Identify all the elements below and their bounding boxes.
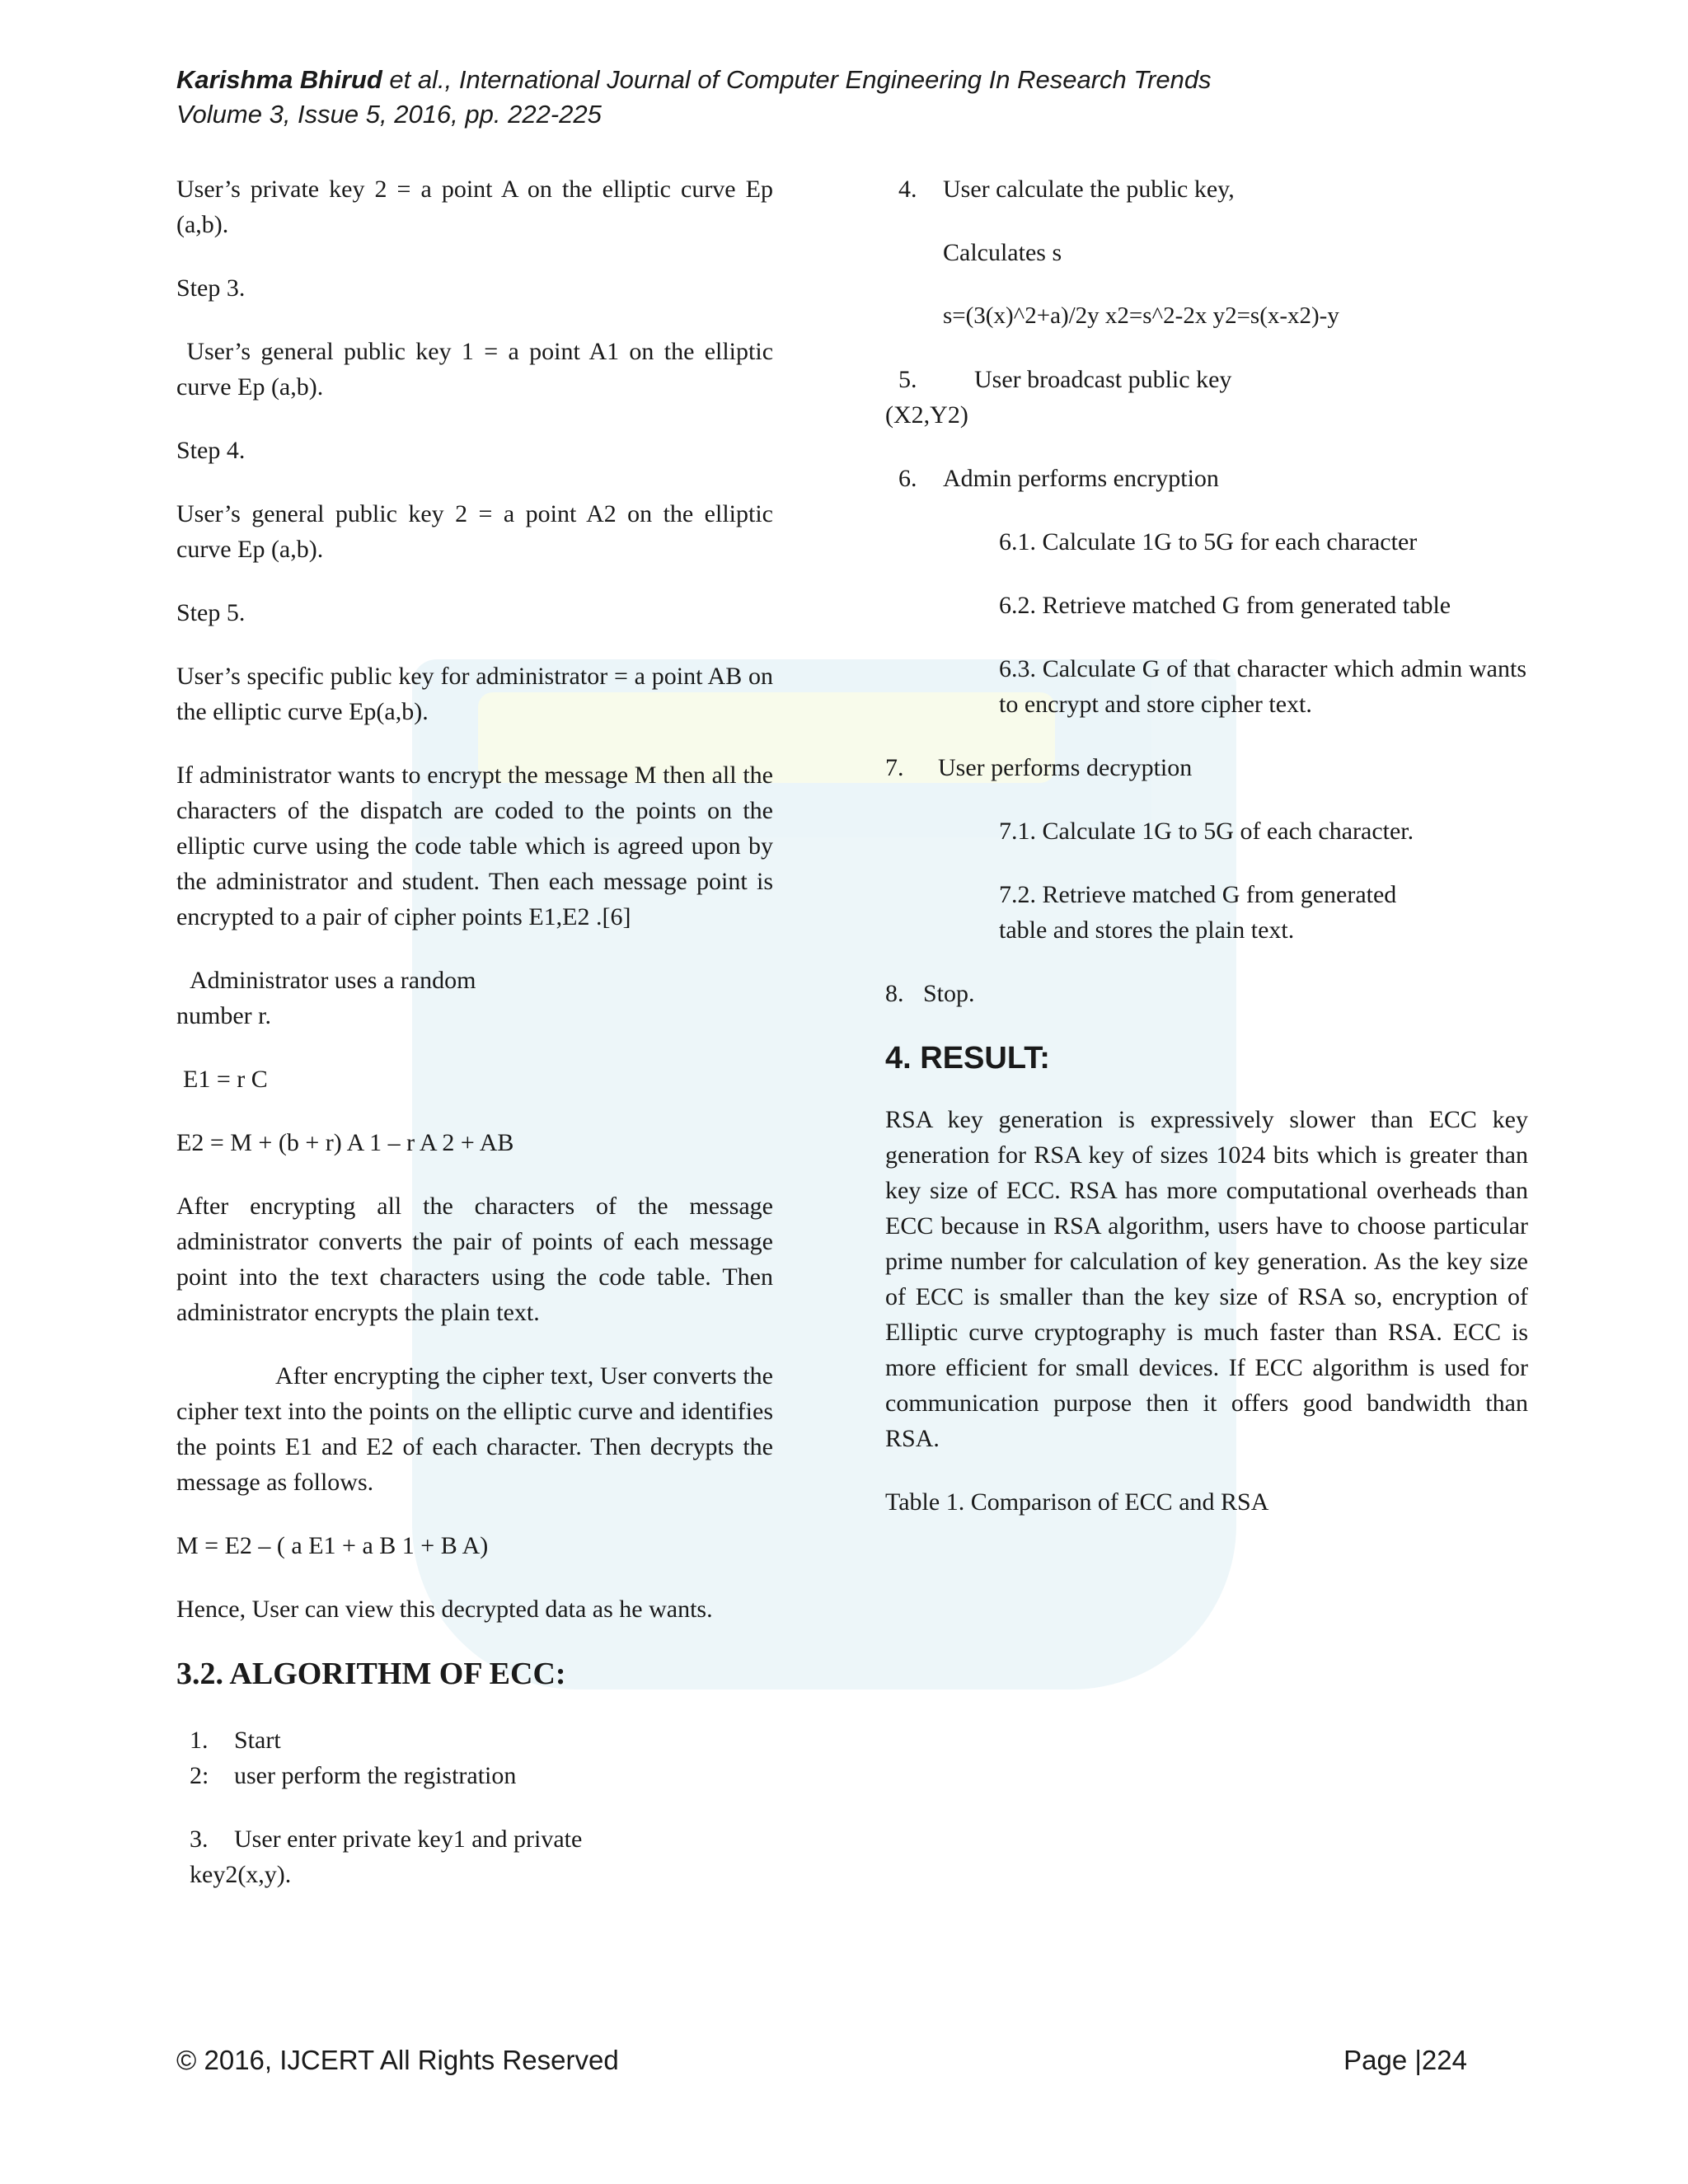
copyright: © 2016, IJCERT All Rights Reserved <box>176 2045 619 2075</box>
list-item: 8. Stop. <box>885 980 975 1007</box>
sub-item: 6.3. Calculate G of that character which admin wants to encrypt and store cipher text. <box>999 655 1526 718</box>
header-journal: International Journal of Computer Engineering In Research Trends <box>458 65 1212 94</box>
paragraph: After encrypting the cipher text, User converts the cipher text into the points on the elliptic curve and identifies the points E1 and E2 of each character. Then decrypts the message as follows. <box>176 1362 773 1496</box>
sub-item: 6.1. Calculate 1G to 5G for each character <box>999 528 1418 555</box>
sub-item: 7.2. Retrieve matched G from generated table and stores the plain text. <box>999 881 1397 944</box>
step-label: Step 3. <box>176 274 246 302</box>
header-volume: Volume 3, Issue 5, 2016, pp. 222-225 <box>176 100 602 129</box>
algorithm-list <box>190 1722 773 1793</box>
list-item: 7. User performs decryption <box>885 754 1193 781</box>
step-label: Step 5. <box>176 599 246 626</box>
list-item: 6. Admin performs encryption <box>898 465 1219 492</box>
header-author: Karishma Bhirud <box>176 65 382 94</box>
header-citation: Karishma Bhirud et al., International Journal of Computer Engineering In Research Trends <box>176 65 1212 94</box>
paragraph: User’s specific public key for administrator = a point AB on the elliptic curve Ep(a,b). <box>176 663 773 725</box>
running-header <box>176 63 1536 132</box>
paragraph: RSA key generation is expressively slower than ECC key generation for RSA key of sizes 1024 bits which is greater than key size of ECC. RSA has more computational overheads than ECC because in RSA algorithm, users have to choose particular prime number for calculation of key generation. As the key size of ECC is smaller than the key size of RSA so, encryption of Elliptic curve cryptography is much faster than RSA. ECC is more efficient for small devices. If ECC algorithm is used for communication purpose then it offers good bandwidth than RSA. <box>885 1106 1528 1452</box>
equation-e1: E1 = r C <box>183 1066 268 1093</box>
left-column <box>176 171 780 1920</box>
paragraph: User’s general public key 1 = a point A1 on the elliptic curve Ep (a,b). <box>176 338 780 401</box>
page-number: Page |224 <box>1343 2045 1467 2075</box>
section-heading: 4. RESULT: <box>885 1041 1050 1076</box>
paragraph: If administrator wants to encrypt the message M then all the characters of the dispatch are coded to the points on the elliptic curve using the code table which is agreed upon by the administrator and student. Then each message point is encrypted to a pair of cipher points E1,E2 .[6] <box>176 762 773 930</box>
step-label: Step 4. <box>176 437 246 464</box>
paragraph: Administrator uses a random number r. <box>176 967 476 1029</box>
formula: s=(3(x)^2+a)/2y x2=s^2-2x y2=s(x-x2)-y <box>943 302 1339 329</box>
header-etal: et al. <box>382 65 445 94</box>
list-item: 1. Start <box>190 1727 281 1754</box>
paragraph: User’s private key 2 = a point A on the elliptic curve Ep (a,b). <box>176 176 773 238</box>
equation-m: M = E2 – ( a E1 + a B 1 + B A) <box>176 1532 489 1559</box>
paragraph: After encrypting all the characters of the message administrator converts the pair of points of each message point into the text characters using the code table. Then administrator encrypts the plain text. <box>176 1193 773 1326</box>
page-footer <box>176 2044 1467 2077</box>
equation-e2: E2 = M + (b + r) A 1 – r A 2 + AB <box>176 1129 514 1156</box>
paragraph: Hence, User can view this decrypted data as he wants. <box>176 1596 713 1623</box>
list-item: 3. User enter private key1 and private key2(x,y). <box>190 1825 583 1888</box>
sub-item: 6.2. Retrieve matched G from generated table <box>999 592 1451 619</box>
list-item: 2: user perform the registration <box>190 1762 517 1789</box>
list-item: 4. User calculate the public key, <box>898 176 1235 203</box>
paragraph: User’s general public key 2 = a point A2 on the elliptic curve Ep (a,b). <box>176 500 773 563</box>
paragraph: Calculates s <box>943 239 1062 266</box>
section-heading: 3.2. ALGORITHM OF ECC: <box>176 1657 566 1691</box>
table-caption: Table 1. Comparison of ECC and RSA <box>885 1488 1269 1516</box>
sub-item: 7.1. Calculate 1G to 5G of each character. <box>999 818 1414 845</box>
right-column <box>885 171 1528 1548</box>
list-item: 5. User broadcast public key (X2,Y2) <box>885 366 1232 429</box>
